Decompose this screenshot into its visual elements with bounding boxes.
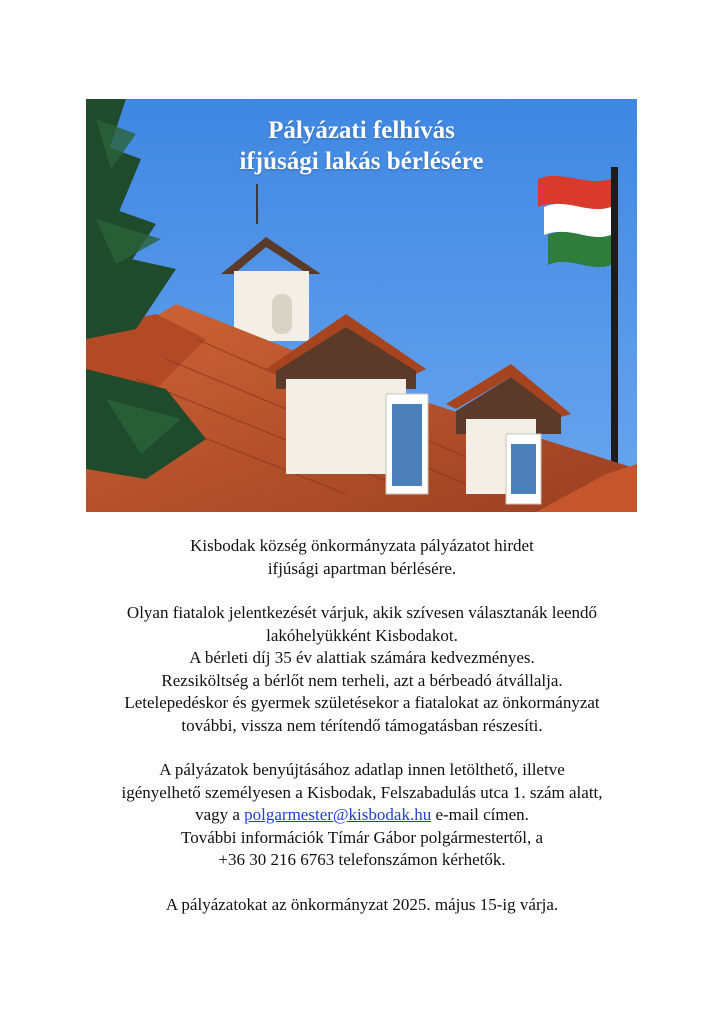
intro-line: Kisbodak község önkormányzata pályázatot hirdet	[190, 536, 534, 555]
hero-title-line-2: ifjúsági lakás bérlésére	[239, 148, 484, 175]
details-line: Letelepedéskor és gyermek születésekor a fiatalokat az önkormányzat	[124, 693, 600, 712]
application-line: igényelhető személyesen a Kisbodak, Felszabadulás utca 1. szám alatt,	[121, 782, 603, 802]
deadline-paragraph	[40, 894, 684, 917]
hero-title-line-1: Pályázati felhívás	[268, 117, 455, 144]
hero-title	[86, 115, 637, 177]
email-link[interactable]: polgarmester@kisbodak.hu	[244, 805, 432, 824]
application-line: További információk Tímár Gábor polgármestertől, a	[181, 827, 543, 847]
deadline-line: A pályázatokat az önkormányzat 2025. május 15-ig várja.	[165, 894, 559, 914]
details-line: lakóhelyükként Kisbodakot.	[266, 625, 458, 645]
application-line: +36 30 216 6763 telefonszámon kérhetők.	[218, 850, 506, 869]
announcement-body	[40, 535, 684, 916]
application-paragraph	[40, 759, 684, 872]
details-paragraph	[40, 602, 684, 737]
details-line: A bérleti díj 35 év alattiak számára kedvezményes.	[189, 648, 535, 667]
application-line: A pályázatok benyújtásához adatlap innen letölthető, illetve	[159, 760, 565, 779]
intro-line: ifjúsági apartman bérlésére.	[267, 558, 457, 578]
intro-paragraph	[40, 535, 684, 580]
hero-image	[86, 99, 637, 512]
details-line: további, vissza nem térítendő támogatásban részesíti.	[181, 715, 543, 735]
details-line: Olyan fiatalok jelentkezését várjuk, akik szívesen választanák leendő	[126, 603, 598, 622]
details-line: Rezsiköltség a bérlőt nem terheli, azt a bérbeadó átvállalja.	[161, 670, 563, 690]
email-prefix: vagy a	[195, 805, 245, 824]
application-line	[40, 804, 684, 827]
email-suffix: e-mail címen.	[431, 805, 529, 824]
